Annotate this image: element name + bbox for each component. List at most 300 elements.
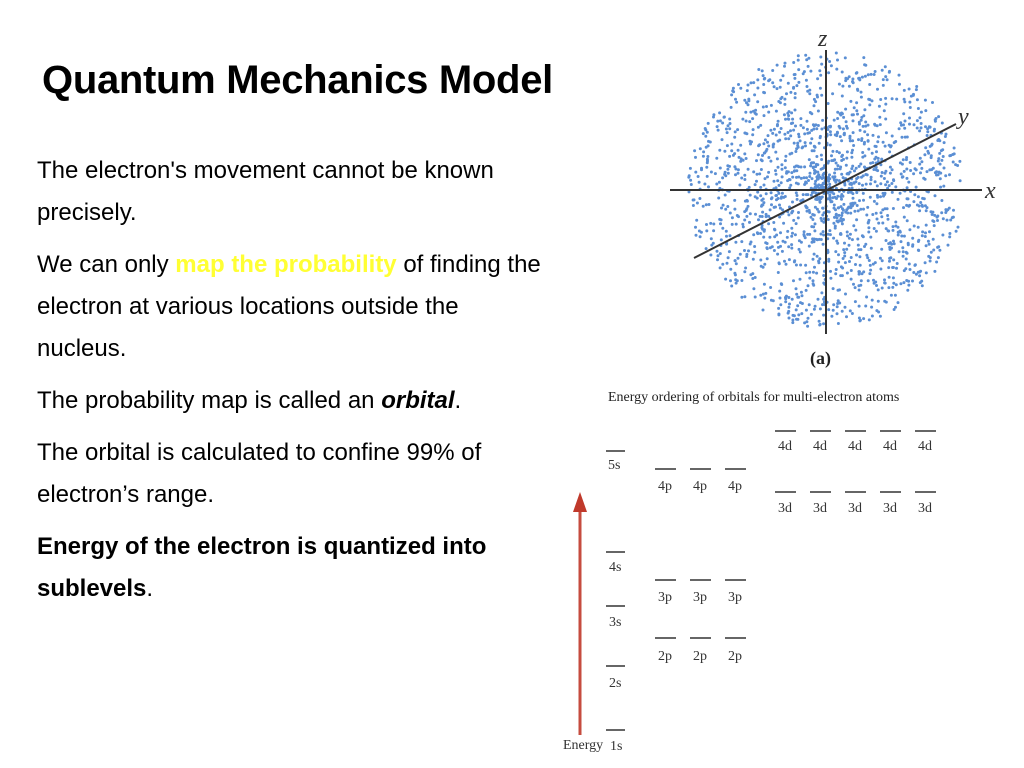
probability-dot: [725, 235, 728, 238]
probability-dot: [856, 238, 859, 241]
probability-dot: [864, 125, 867, 128]
orbital-label: 4d: [813, 439, 827, 454]
probability-dot: [952, 161, 955, 164]
probability-dot: [833, 172, 836, 175]
probability-dot: [855, 218, 858, 221]
probability-dot: [790, 227, 793, 230]
probability-dot: [733, 199, 736, 202]
probability-dot: [791, 232, 794, 235]
paragraph-2: [37, 244, 542, 370]
probability-dot: [767, 156, 770, 159]
probability-dot: [863, 108, 866, 111]
probability-dot: [794, 125, 797, 128]
probability-dot: [792, 61, 795, 64]
probability-dot: [926, 150, 929, 153]
probability-dot: [816, 171, 819, 174]
probability-dot: [933, 224, 936, 227]
probability-dot: [776, 157, 779, 160]
probability-dot: [841, 310, 844, 313]
probability-dot: [846, 234, 849, 237]
probability-dot: [803, 132, 806, 135]
probability-dot: [774, 194, 777, 197]
paragraph-5: [37, 526, 542, 610]
probability-dot: [780, 181, 783, 184]
probability-dot: [717, 129, 720, 132]
probability-dot: [883, 109, 886, 112]
probability-dot: [827, 71, 830, 74]
probability-dot: [930, 156, 933, 159]
probability-dot: [856, 88, 859, 91]
probability-dot: [882, 195, 885, 198]
probability-dot: [872, 134, 875, 137]
axis-label-z: z: [818, 26, 828, 52]
probability-dot: [812, 128, 815, 131]
probability-dot: [833, 158, 836, 161]
probability-dot: [787, 296, 790, 299]
probability-dot: [822, 221, 825, 224]
probability-dot: [903, 170, 906, 173]
probability-dot: [862, 125, 865, 128]
probability-dot: [820, 128, 823, 131]
probability-dot: [879, 98, 882, 101]
probability-dot: [916, 127, 919, 130]
probability-dot: [784, 118, 787, 121]
orbital-label: 4s: [609, 560, 622, 575]
orbital-4p: [655, 469, 746, 494]
probability-dot: [863, 130, 866, 133]
probability-dot: [799, 117, 802, 120]
diagram-title: Energy ordering of orbitals for multi-electron atoms: [608, 390, 900, 405]
probability-dot: [921, 284, 924, 287]
probability-dot: [761, 211, 764, 214]
probability-dot: [827, 233, 830, 236]
probability-dot: [761, 204, 764, 207]
probability-dot: [804, 141, 807, 144]
probability-dot: [917, 107, 920, 110]
probability-dot: [879, 123, 882, 126]
probability-dot: [871, 152, 874, 155]
probability-dot: [889, 248, 892, 251]
probability-dot: [842, 203, 845, 206]
probability-dot: [938, 152, 941, 155]
probability-dot: [791, 176, 794, 179]
probability-dot: [766, 257, 769, 260]
probability-dot: [762, 201, 765, 204]
probability-dot: [798, 239, 801, 242]
probability-dot: [833, 119, 836, 122]
probability-dot: [934, 194, 937, 197]
paragraph-4: The orbital is calculated to confine 99% of electron’s range.: [37, 439, 482, 508]
probability-dot: [728, 127, 731, 130]
probability-dot: [924, 231, 927, 234]
probability-dot: [783, 260, 786, 263]
probability-dot: [847, 207, 850, 210]
orbital-label: 1s: [610, 739, 623, 754]
probability-dot: [790, 243, 793, 246]
probability-dot: [842, 209, 845, 212]
probability-dot: [902, 123, 905, 126]
probability-dot: [820, 168, 823, 171]
probability-dot: [728, 250, 731, 253]
probability-dot: [707, 122, 710, 125]
probability-dot: [783, 113, 786, 116]
probability-dot: [875, 150, 878, 153]
probability-dot: [719, 167, 722, 170]
probability-dot: [734, 130, 737, 133]
probability-dot: [918, 163, 921, 166]
probability-dot: [795, 169, 798, 172]
probability-dot: [864, 75, 867, 78]
probability-dot: [787, 118, 790, 121]
probability-dot: [900, 173, 903, 176]
probability-dot: [948, 235, 951, 238]
probability-dot: [782, 240, 785, 243]
probability-dot: [795, 182, 798, 185]
probability-dot: [851, 238, 854, 241]
probability-dot: [929, 260, 932, 263]
probability-dot: [851, 78, 854, 81]
probability-dot: [805, 320, 808, 323]
probability-dot: [909, 161, 912, 164]
probability-dot: [877, 135, 880, 138]
probability-dot: [787, 82, 790, 85]
probability-dot: [906, 136, 909, 139]
probability-dot: [864, 64, 867, 67]
probability-dot: [773, 85, 776, 88]
probability-dot: [882, 84, 885, 87]
probability-dot: [852, 283, 855, 286]
probability-dot: [837, 289, 840, 292]
probability-dot: [942, 155, 945, 158]
probability-dot: [848, 85, 851, 88]
probability-dot: [744, 267, 747, 270]
probability-dot: [924, 261, 927, 264]
probability-dot: [747, 99, 750, 102]
probability-dot: [842, 257, 845, 260]
probability-dot: [902, 158, 905, 161]
probability-dot: [921, 230, 924, 233]
probability-dot: [788, 303, 791, 306]
probability-dot: [855, 71, 858, 74]
probability-dot: [853, 210, 856, 213]
probability-dot: [802, 233, 805, 236]
probability-dot: [897, 301, 900, 304]
probability-dot: [858, 165, 861, 168]
probability-dot: [936, 219, 939, 222]
probability-dot: [946, 219, 949, 222]
probability-dot: [828, 60, 831, 63]
probability-dot: [808, 271, 811, 274]
probability-dot: [885, 131, 888, 134]
probability-dot: [882, 78, 885, 81]
probability-dot: [729, 268, 732, 271]
probability-dot: [698, 197, 701, 200]
probability-dot: [791, 210, 794, 213]
probability-dot: [840, 112, 843, 115]
probability-dot: [739, 87, 742, 90]
probability-dot: [930, 210, 933, 213]
probability-dot: [849, 100, 852, 103]
probability-dot: [808, 245, 811, 248]
probability-dot: [779, 303, 782, 306]
probability-dot: [784, 62, 787, 65]
probability-dot: [764, 177, 767, 180]
probability-dot: [912, 271, 915, 274]
probability-dot: [787, 131, 790, 134]
probability-dot: [888, 150, 891, 153]
probability-dot: [889, 172, 892, 175]
orbital-label: 4d: [883, 439, 897, 454]
probability-dot: [903, 269, 906, 272]
probability-dot: [792, 87, 795, 90]
probability-dot: [861, 184, 864, 187]
probability-dot: [776, 87, 779, 90]
probability-dot: [939, 163, 942, 166]
probability-dot: [862, 317, 865, 320]
probability-dot: [872, 168, 875, 171]
probability-dot: [786, 179, 789, 182]
probability-dot: [755, 180, 758, 183]
orbital-label: 3p: [693, 590, 707, 605]
probability-dot: [688, 174, 691, 177]
probability-dot: [873, 73, 876, 76]
p5-after: .: [146, 575, 154, 602]
probability-dot: [746, 89, 749, 92]
probability-dot: [813, 145, 816, 148]
probability-dot: [766, 141, 769, 144]
probability-dot: [808, 277, 811, 280]
probability-dot: [857, 244, 860, 247]
orbital-4d: [775, 431, 936, 454]
probability-dot: [757, 144, 760, 147]
probability-dot: [924, 146, 927, 149]
probability-dot: [756, 191, 759, 194]
probability-dot: [777, 246, 780, 249]
probability-dot: [911, 237, 914, 240]
probability-dot: [720, 218, 723, 221]
probability-dot: [944, 174, 947, 177]
probability-dot: [806, 128, 809, 131]
probability-dot: [757, 218, 760, 221]
probability-dot: [911, 280, 914, 283]
probability-dot: [948, 154, 951, 157]
probability-dot: [813, 104, 816, 107]
probability-dot: [790, 235, 793, 238]
energy-arrow-head: [573, 492, 587, 512]
probability-dot: [840, 214, 843, 217]
probability-dot: [849, 212, 852, 215]
probability-dot: [760, 226, 763, 229]
orbital-label: 2p: [658, 649, 672, 664]
probability-dot: [933, 270, 936, 273]
probability-dot: [721, 263, 724, 266]
probability-dot: [858, 121, 861, 124]
probability-dot: [778, 261, 781, 264]
probability-dot: [806, 325, 809, 328]
probability-dot: [705, 203, 708, 206]
probability-dot: [862, 208, 865, 211]
probability-dot: [816, 77, 819, 80]
probability-dot: [916, 119, 919, 122]
probability-dot: [767, 171, 770, 174]
probability-dot: [895, 98, 898, 101]
probability-dot: [795, 222, 798, 225]
probability-dot: [948, 173, 951, 176]
probability-dot: [801, 146, 804, 149]
probability-dot: [850, 256, 853, 259]
probability-dot: [797, 216, 800, 219]
probability-dot: [952, 216, 955, 219]
probability-dot: [902, 206, 905, 209]
probability-dot: [706, 155, 709, 158]
probability-dot: [919, 157, 922, 160]
probability-dot: [820, 158, 823, 161]
probability-dot: [793, 77, 796, 80]
probability-dot: [903, 89, 906, 92]
probability-dot: [754, 213, 757, 216]
orbital-label: 3d: [813, 501, 827, 516]
probability-dot: [858, 255, 861, 258]
orbital-3d: [775, 492, 936, 516]
probability-dot: [836, 59, 839, 62]
probability-dot: [761, 159, 764, 162]
orbital-3p: [655, 580, 746, 605]
probability-dot: [770, 191, 773, 194]
probability-dot: [712, 229, 715, 232]
probability-dot: [892, 225, 895, 228]
probability-dot: [877, 288, 880, 291]
probability-dot: [850, 167, 853, 170]
probability-dot: [745, 120, 748, 123]
probability-dot: [812, 166, 815, 169]
orbital-3s: [606, 606, 625, 630]
probability-dot: [785, 172, 788, 175]
probability-dot: [892, 178, 895, 181]
probability-dot: [799, 278, 802, 281]
probability-dot: [904, 120, 907, 123]
probability-dot: [724, 278, 727, 281]
probability-dot: [902, 255, 905, 258]
probability-dot: [892, 240, 895, 243]
probability-dot: [909, 169, 912, 172]
probability-dot: [877, 157, 880, 160]
probability-dot: [911, 245, 914, 248]
probability-dot: [831, 92, 834, 95]
probability-dot: [866, 133, 869, 136]
probability-dot: [733, 208, 736, 211]
probability-dot: [886, 78, 889, 81]
probability-dot: [820, 94, 823, 97]
probability-dot: [864, 243, 867, 246]
probability-dot: [739, 253, 742, 256]
probability-dot: [822, 230, 825, 233]
probability-dot: [717, 254, 720, 257]
probability-dot: [818, 69, 821, 72]
probability-dot: [837, 322, 840, 325]
probability-dot: [844, 261, 847, 264]
probability-dot: [882, 141, 885, 144]
probability-dot: [813, 253, 816, 256]
probability-dot: [833, 179, 836, 182]
probability-dot: [775, 186, 778, 189]
probability-dot: [815, 184, 818, 187]
probability-dot: [725, 128, 728, 131]
probability-dot: [878, 116, 881, 119]
probability-dot: [932, 167, 935, 170]
probability-dot: [705, 229, 708, 232]
probability-dot: [809, 172, 812, 175]
probability-dot: [763, 283, 766, 286]
probability-dot: [773, 128, 776, 131]
probability-dot: [859, 129, 862, 132]
probability-dot: [855, 177, 858, 180]
probability-dot: [828, 194, 831, 197]
probability-dot: [737, 149, 740, 152]
probability-dot: [721, 176, 724, 179]
probability-dot: [737, 257, 740, 260]
probability-dot: [703, 183, 706, 186]
probability-dot: [849, 182, 852, 185]
probability-dot: [875, 145, 878, 148]
probability-dot: [868, 83, 871, 86]
probability-dot: [805, 79, 808, 82]
probability-dot: [706, 158, 709, 161]
probability-dot: [858, 305, 861, 308]
probability-dot: [798, 135, 801, 138]
probability-dot: [867, 231, 870, 234]
probability-dot: [951, 153, 954, 156]
energy-label: Energy: [563, 738, 604, 753]
probability-dot: [867, 140, 870, 143]
p3-before: The probability map is called an: [37, 387, 382, 414]
probability-dot: [788, 317, 791, 320]
probability-dot: [702, 150, 705, 153]
probability-dot: [880, 158, 883, 161]
probability-dot: [822, 243, 825, 246]
probability-dot: [903, 127, 906, 130]
figure-caption: (a): [810, 348, 831, 368]
probability-dot: [881, 171, 884, 174]
probability-dot: [880, 215, 883, 218]
probability-dot: [878, 105, 881, 108]
orbital-label: 3d: [918, 501, 932, 516]
orbital-label: 4p: [658, 479, 672, 494]
probability-dot: [751, 272, 754, 275]
probability-dot: [783, 103, 786, 106]
probability-dot: [843, 255, 846, 258]
probability-dot: [836, 132, 839, 135]
probability-dot: [870, 306, 873, 309]
probability-dot: [932, 249, 935, 252]
probability-dot: [822, 166, 825, 169]
probability-dot: [916, 98, 919, 101]
probability-dot: [799, 124, 802, 127]
probability-dot: [908, 263, 911, 266]
probability-dot: [887, 286, 890, 289]
probability-dot: [844, 56, 847, 59]
probability-dot: [806, 206, 809, 209]
probability-dot: [818, 320, 821, 323]
probability-dot: [755, 113, 758, 116]
probability-dot: [918, 274, 921, 277]
probability-dot: [807, 317, 810, 320]
probability-dot: [724, 194, 727, 197]
probability-dot: [765, 105, 768, 108]
probability-dot: [777, 166, 780, 169]
probability-dot: [727, 256, 730, 259]
probability-dot: [884, 145, 887, 148]
probability-dot: [804, 144, 807, 147]
